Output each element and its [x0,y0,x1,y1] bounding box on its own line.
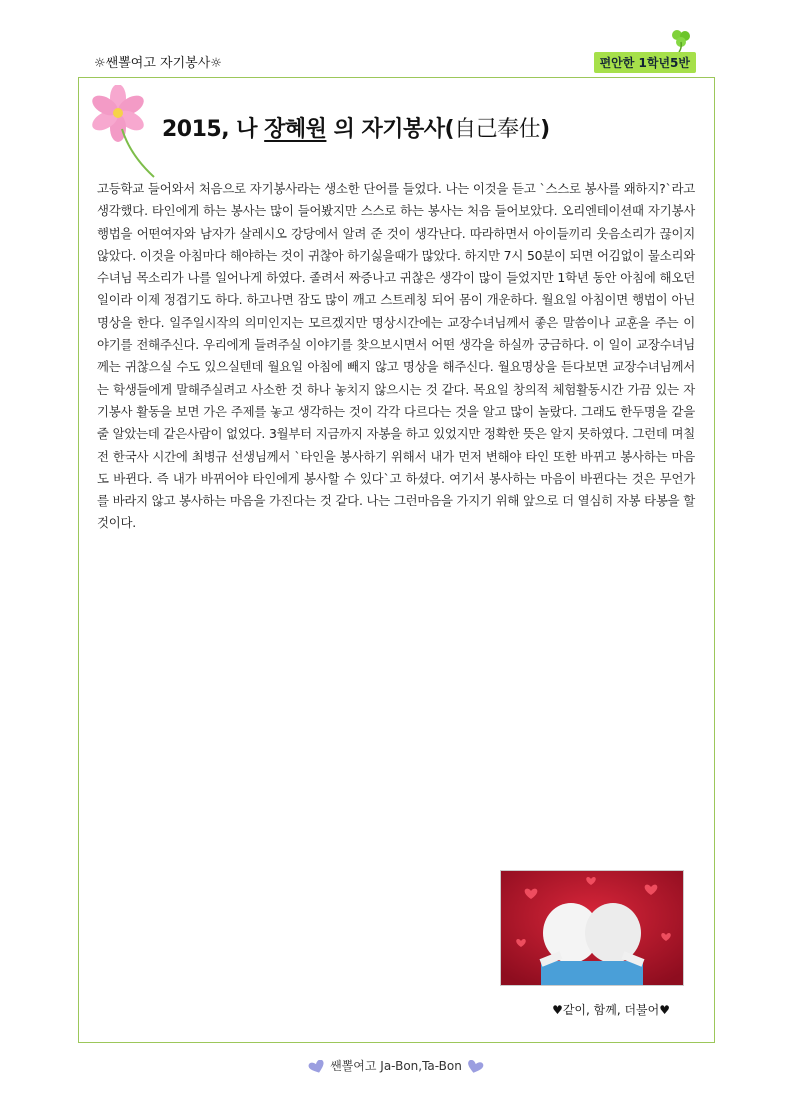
header-title: ☼쌘뽈여고 자기봉사☼ [94,56,222,71]
title-prefix: 2015, 나 [162,117,265,142]
clover-icon [668,28,694,52]
essay-body: 고등학교 들어와서 처음으로 자기봉사라는 생소한 단어를 들었다. 나는 이것을 듣고 `스스로 봉사를 왜하지?`라고 생각했다. 타인에게 하는 봉사는 많이 들어봤지만 스스로 하는 봉사는 처음 들어보았다. 오리엔테이션때 자기봉사 행법을 어떤여자와 남자가 살레시오 강당에서 알려 준 것이 생각난다. 따라하면서 아이들끼리 웃음소리가 끊이지 않았다. 이것을 아침마다 해야하는 것이 귀찮아 하기싫을때가 많았다. 하지만 7시 50분이 되면 어김없이 물소리와 수녀님 목소리가 나를 일어나게 하였다. 졸려서 짜증나고 귀찮은 생각이 많이 들었지만 1학년 동안 아침에 해오던 일이라 이제 정겹기도 하다. 하고나면 잠도 많이 깨고 스트레칭 되어 몸이 개운하다. 월요일 아침이면 행법이 아닌 명상을 한다. 일주일시작의 의미인지는 모르겠지만 명상시간에는 교장수녀님께서 좋은 말씀이나 교훈을 주는 이야기를 전해주신다. 우리에게 들려주실 이야기를 찾으보시면서 어떤 생각을 하실까 궁금하다. 이 일이 교장수녀님께는 귀찮으실 수도 있으실텐데 월요일 아침에 빼지 않고 명상을 해주신다. 월요명상을 듣다보면 교장수녀님께서는 학생들에게 말해주실려고 사소한 것 하나 놓치지 않으시는 것 같다. 목요일 창의적 체험활동시간 가끔 있는 자기봉사 활동을 보면 가은 주제를 놓고 생각하는 것이 각각 다르다는 것을 알고 많이 놀랐다. 그래도 한두명을 같을 줄 알았는데 같은사람이 없었다. 3월부터 지금까지 자봉을 하고 있었지만 정확한 뜻은 알지 못하였다. 그런데 며칠전 한국사 시간에 최병규 선생님께서 `타인을 봉사하기 위해서 내가 먼저 변해야 타인 또한 바뀌고 봉사하는 마음도 바뀐다. 즉 내가 바뀌어야 타인에게 봉사할 수 있다`고 하셨다. 여기서 봉사하는 마음이 바뀐다는 것은 무언가를 바라지 않고 봉사하는 마음을 가진다는 것 같다. 나는 그런마음을 가지기 위해 앞으로 더 열심히 자봉 타봉을 할 것이다. [97,181,695,531]
footer [0,1057,792,1074]
heart-icon [308,1060,326,1074]
title-close: ) [540,117,550,142]
couple-photo [500,870,684,986]
cosmos-flower-icon [84,85,162,181]
page-title [162,112,550,143]
title-hanja: 自己奉仕 [454,117,541,142]
footer-text: 쌘뽈여고 Ja-Bon,Ta-Bon [330,1059,462,1073]
photo-caption: ♥같이, 함께, 더불어♥ [552,1003,670,1017]
heart-icon [466,1060,484,1074]
class-badge: 편안한 1학년5반 [594,52,696,73]
title-suffix: 의 자기봉사( [326,117,455,142]
author-name: 장혜원 [264,117,327,142]
